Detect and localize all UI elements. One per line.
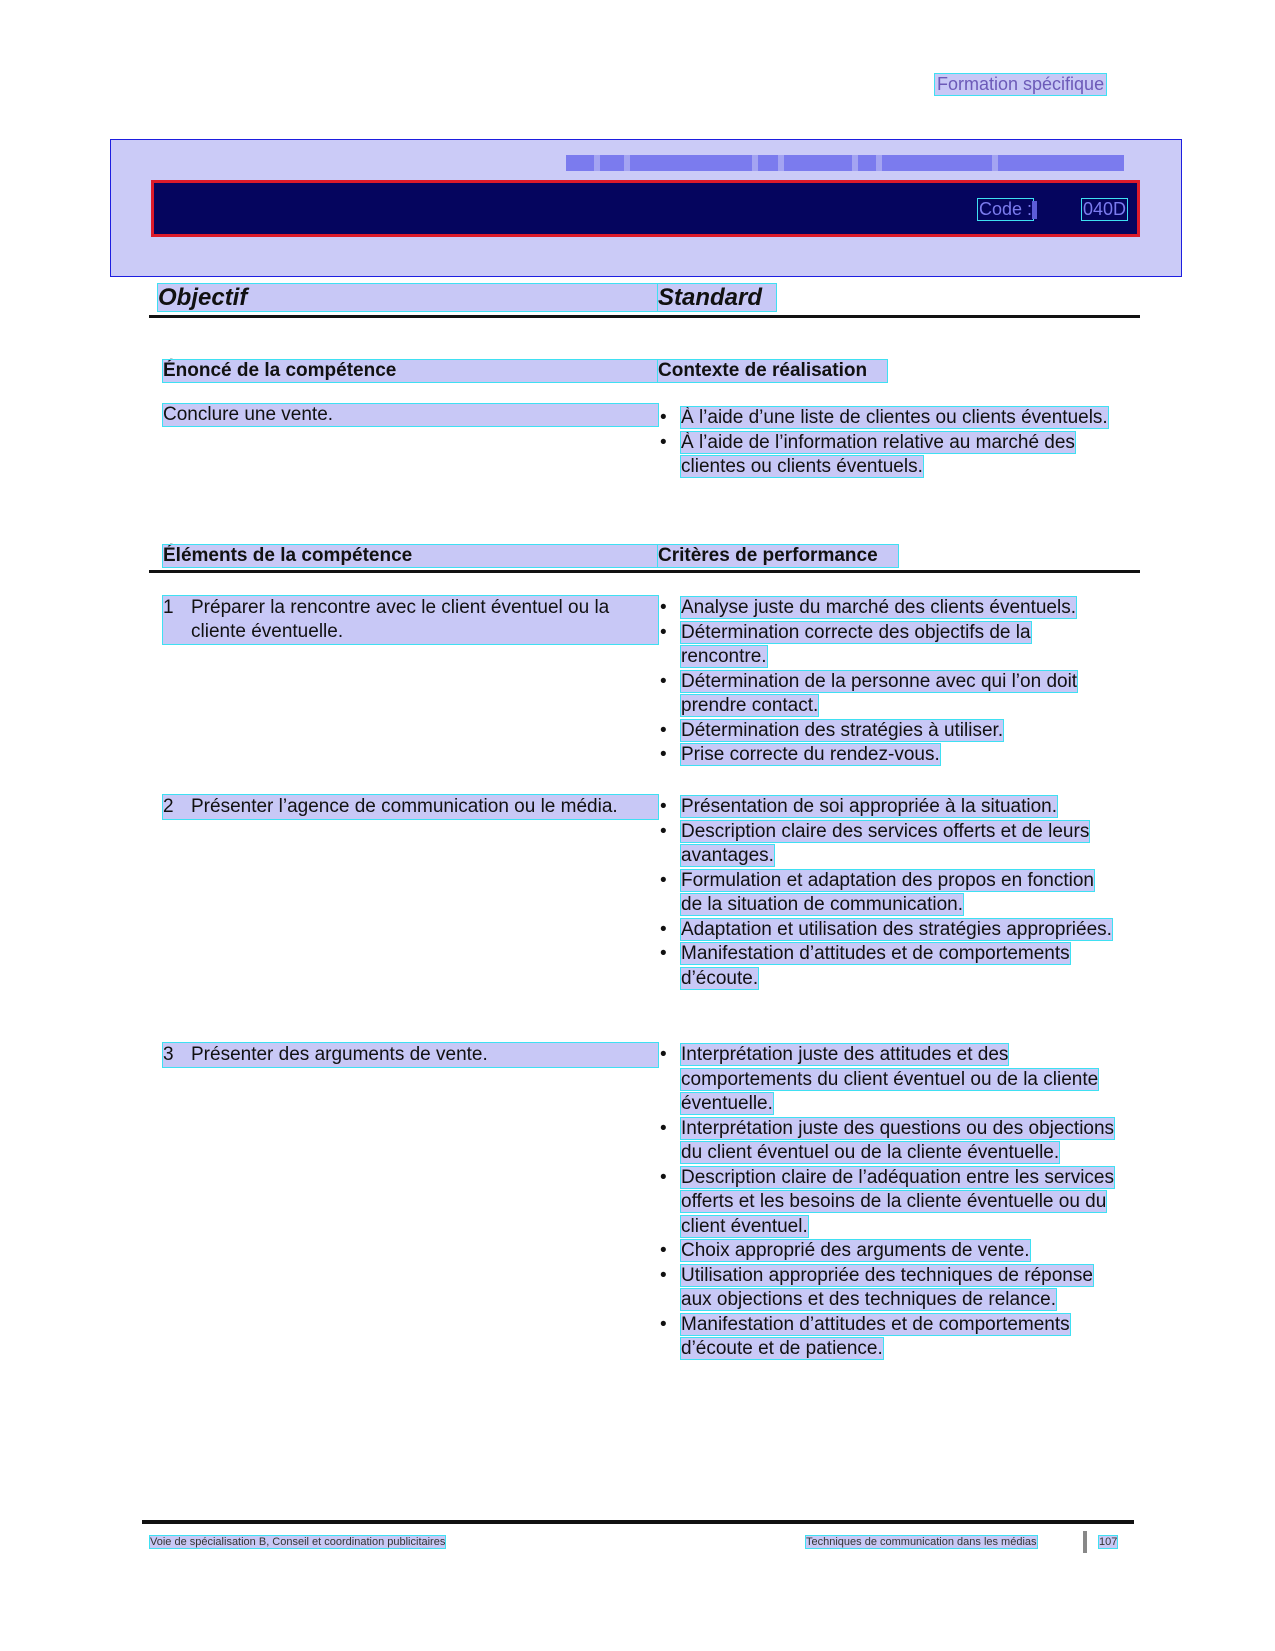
page-number: 107 — [1099, 1536, 1118, 1548]
list-item: • Manifestation d’attitudes et de comportements d’écoute et de patience. — [658, 1313, 1118, 1362]
list-item: • Description claire des services offerts et de leurs avantages. — [658, 820, 1118, 869]
element-text: Présenter l’agence de communication ou le média. — [163, 795, 658, 819]
list-item: • Choix approprié des arguments de vente. — [658, 1239, 1118, 1264]
enonce-heading: Énoncé de la compétence — [163, 360, 658, 382]
list-item: • Détermination de la personne avec qui l’on doit prendre contact. — [658, 670, 1118, 719]
list-item: • Prise correcte du rendez-vous. — [658, 743, 1118, 768]
list-item: • À l’aide d’une liste de clientes ou clients éventuels. — [658, 406, 1118, 431]
criteres-heading: Critères de performance — [658, 545, 898, 567]
criteria-list-3 — [658, 1043, 1118, 1362]
footer-program: Voie de spécialisation B, Conseil et coordination publicitaires — [150, 1536, 446, 1548]
code-label: Code : — [979, 199, 1033, 219]
section-title-objectif: Objectif — [158, 284, 658, 311]
document-header-label: Formation spécifique — [937, 74, 1105, 94]
list-item: • Description claire de l’adéquation entre les services offerts et les besoins de la cliente éventuelle ou du client éventuel. — [658, 1166, 1118, 1240]
element-number: 3 — [163, 1044, 174, 1065]
criteria-list-1 — [658, 596, 1118, 768]
contexte-list — [658, 406, 1118, 480]
list-item: • Détermination correcte des objectifs de la rencontre. — [658, 621, 1118, 670]
list-item: • Formulation et adaptation des propos en fonction de la situation de communication. — [658, 869, 1118, 918]
element-number: 2 — [163, 796, 174, 817]
list-item: • Analyse juste du marché des clients éventuels. — [658, 596, 1118, 621]
contexte-heading: Contexte de réalisation — [658, 360, 887, 382]
footer-course: Techniques de communication dans les médias — [806, 1536, 1037, 1548]
list-item: • Détermination des stratégies à utiliser. — [658, 719, 1118, 744]
element-number: 1 — [163, 597, 174, 618]
list-item: • Utilisation appropriée des techniques de réponse aux objections et des techniques de relance. — [658, 1264, 1118, 1313]
code-value: 040D — [1083, 199, 1127, 219]
list-item: • À l’aide de l’information relative au marché des clientes ou clients éventuels. — [658, 431, 1118, 480]
list-item: • Adaptation et utilisation des stratégies appropriées. — [658, 918, 1118, 943]
section-divider — [149, 315, 1140, 318]
competence-statement: Conclure une vente. — [163, 404, 658, 426]
footer-separator — [1083, 1531, 1087, 1553]
element-item-2 — [163, 795, 658, 819]
list-item: • Manifestation d’attitudes et de comportements d’écoute. — [658, 942, 1118, 991]
section-title-standard: Standard — [658, 284, 776, 311]
list-item: • Interprétation juste des questions ou des objections du client éventuel ou de la cliente éventuelle. — [658, 1117, 1118, 1166]
element-text: Préparer la rencontre avec le client éventuel ou la cliente éventuelle. — [163, 596, 658, 644]
element-item-1 — [163, 596, 658, 644]
list-item: • Interprétation juste des attitudes et des comportements du client éventuel ou de la cliente éventuelle. — [658, 1043, 1118, 1117]
elements-heading: Éléments de la compétence — [163, 545, 658, 567]
code-separator — [1032, 201, 1037, 219]
list-item: • Présentation de soi appropriée à la situation. — [658, 795, 1118, 820]
banner-decorative-strip — [566, 155, 1124, 171]
element-item-3 — [163, 1043, 658, 1067]
table-header-divider — [149, 570, 1140, 573]
footer-divider — [142, 1520, 1134, 1524]
criteria-list-2 — [658, 795, 1118, 991]
element-text: Présenter des arguments de vente. — [163, 1043, 658, 1067]
